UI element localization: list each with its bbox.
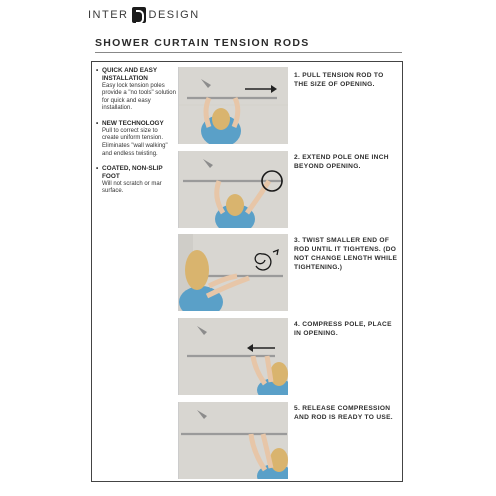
step-4-text: 4. COMPRESS POLE, PLACE IN OPENING.	[294, 321, 392, 337]
feature-description: Easy lock tension poles provide a "no tools" solution for quick and easy installation.	[102, 82, 176, 112]
step-1-text: 1. PULL TENSION ROD TO THE SIZE OF OPENING.	[294, 72, 384, 88]
feature-item	[96, 165, 176, 196]
brand-right: DESIGN	[148, 9, 200, 21]
step-3-photo	[178, 234, 288, 311]
bullet-icon: •	[96, 165, 99, 173]
bullet-icon: •	[96, 67, 99, 74]
bullet-icon: •	[96, 119, 99, 127]
feature-item	[96, 120, 176, 158]
brand-left: INTER	[88, 9, 129, 21]
title-divider	[95, 52, 402, 53]
brand-mark-icon	[132, 7, 146, 23]
step-2-photo	[178, 151, 288, 228]
step-5-illustration	[179, 402, 288, 479]
step-3-text: 3. TWIST SMALLER END OF ROD UNTIL IT TIGHTENS. (DO NOT CHANGE LENGTH WHILE TIGHTENING.)	[294, 237, 398, 271]
feature-heading: COATED, NON-SLIP FOOT	[102, 165, 163, 180]
step-4-photo	[178, 318, 288, 395]
step-1-illustration	[179, 67, 288, 144]
step-5-text: 5. RELEASE COMPRESSION AND ROD IS READY TO USE.	[294, 405, 393, 421]
step-4-illustration	[179, 318, 288, 395]
feature-heading: NEW TECHNOLOGY	[102, 119, 164, 127]
brand-logo	[88, 7, 200, 23]
feature-item	[96, 67, 176, 113]
feature-list	[96, 67, 176, 203]
page-title: SHOWER CURTAIN TENSION RODS	[95, 37, 310, 49]
feature-heading: QUICK AND EASY INSTALLATION	[102, 67, 158, 82]
step-2-illustration	[179, 151, 288, 228]
step-3-illustration	[179, 234, 288, 311]
feature-description: Pull to correct size to create uniform tension. Eliminates "wall walking" and endless twisting.	[102, 127, 168, 157]
feature-description: Will not scratch or mar surface.	[102, 180, 162, 195]
step-5-photo	[178, 402, 288, 479]
step-1-photo	[178, 67, 288, 144]
step-2-text: 2. EXTEND POLE ONE INCH BEYOND OPENING.	[294, 154, 389, 170]
